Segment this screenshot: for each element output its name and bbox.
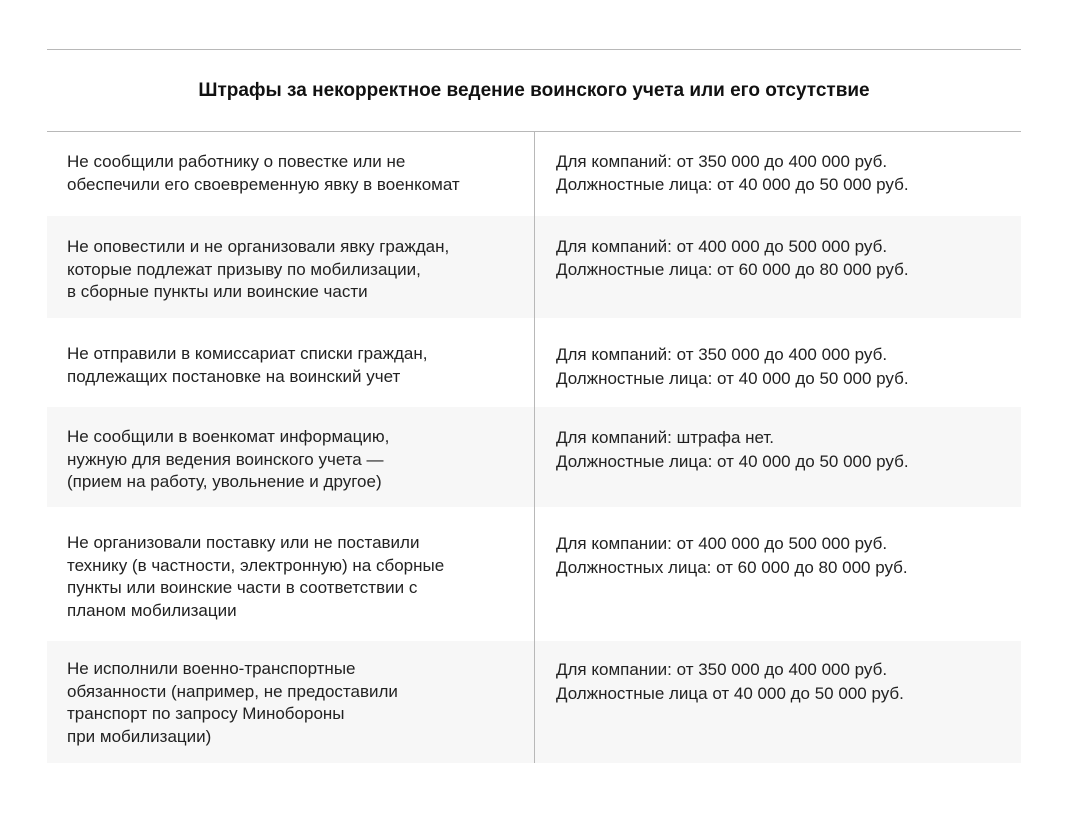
penalty-cell: Для компаний: от 350 000 до 400 000 руб. Должностные лица: от 40 000 до 50 000 руб. bbox=[556, 152, 909, 194]
table-title: Штрафы за некорректное ведение воинского учета или его отсутствие bbox=[47, 50, 1021, 132]
penalty-cell: Для компании: от 400 000 до 500 000 руб. Должностных лица: от 60 000 до 80 000 руб. bbox=[556, 534, 908, 577]
violation-cell: Не исполнили военно-транспортные обязанности (например, не предоставили транспорт по запросу Минобороны при мобилизации) bbox=[47, 641, 535, 763]
penalty-cell: Для компаний: штрафа нет. Должностные лица: от 40 000 до 50 000 руб. bbox=[556, 428, 909, 471]
violation-cell: Не сообщили работнику о повестке или не обеспечили его своевременную явку в военкомат bbox=[47, 132, 535, 216]
violation-cell: Не отправили в комиссариат списки граждан, подлежащих постановке на воинский учет bbox=[47, 318, 535, 407]
fines-table bbox=[47, 49, 1021, 763]
penalty-cell: Для компаний: от 350 000 до 400 000 руб. Должностные лица: от 40 000 до 50 000 руб. bbox=[556, 345, 909, 388]
penalty-cell: Для компании: от 350 000 до 400 000 руб. Должностные лица от 40 000 до 50 000 руб. bbox=[556, 660, 904, 703]
table-row bbox=[47, 318, 1021, 407]
table-row bbox=[47, 132, 1021, 216]
table-row bbox=[47, 507, 1021, 641]
table-row bbox=[47, 407, 1021, 507]
table-row bbox=[47, 641, 1021, 763]
violation-cell: Не сообщили в военкомат информацию, нужную для ведения воинского учета — (прием на работу, увольнение и другое) bbox=[47, 407, 535, 507]
table-row bbox=[47, 216, 1021, 318]
violation-cell: Не организовали поставку или не поставили технику (в частности, электронную) на сборные пункты или воинские части в соответствии с планом мобилизации bbox=[47, 507, 535, 641]
penalty-cell: Для компаний: от 400 000 до 500 000 руб. Должностные лица: от 60 000 до 80 000 руб. bbox=[556, 237, 909, 279]
violation-cell: Не оповестили и не организовали явку граждан, которые подлежат призыву по мобилизации, в сборные пункты или воинские части bbox=[47, 216, 535, 318]
